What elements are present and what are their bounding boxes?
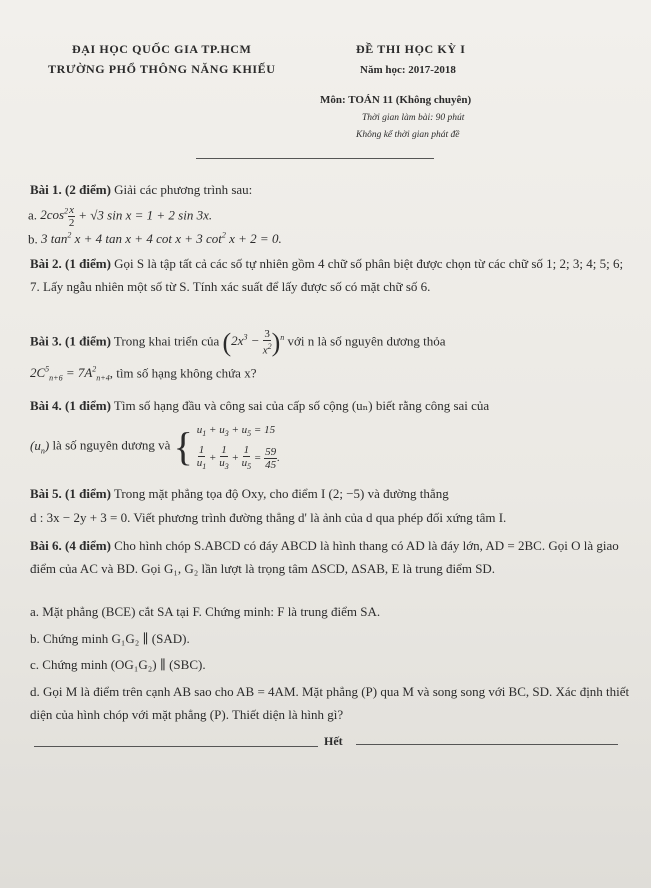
problem-1-label: Bài 1. [30,182,62,197]
problem-1 [30,178,252,201]
footer-line-right [356,744,618,745]
equation-system: { $u_1 + u_3 + u_5 = 15$ $\frac{1}{u_1}$ + $\frac{1}{u_3}$ + $\frac{1}{u_5}$ = $\frac{59}{45}$ . [173,423,280,472]
header-divider [196,158,434,159]
duration: Thời gian làm bài: 90 phút [362,113,465,123]
problem-6b: b. Chứng minh G₁G₂ ∥ (SAD). [30,631,190,646]
problem-4-cont: $(u_n)$ là số nguyên dương và { $u_1 + u_3 + u_5 = 15$ $\frac{1}{u_1}$ + $\frac{1}{u_3}$ + $\frac{1}{u_5}$ = $\frac{59}{45}$ . [30,420,280,473]
subject: Môn: TOÁN 11 (Không chuyên) [320,94,472,106]
school-year: Năm học: 2017-2018 [360,64,456,76]
problem-5: Bài 5. (1 điểm) Trong mặt phẳng tọa độ Oxy, cho điểm I (2; −5) và đường thẳng [30,486,449,501]
problem-1b: b. 3 $\tan^2 x + 4$ tan x + 4 cot x + 3 $\cot^2 x + 2 = 0$. [28,231,282,247]
problem-1-text: Giải các phương trình sau: [114,182,253,197]
footer-line-left [34,746,318,747]
problem-5-cont: d : 3x − 2y + 3 = 0. Viết phương trình đường thẳng d' là ảnh của d qua phép đối xứng tâm I. [30,510,507,525]
university-name: ĐẠI HỌC QUỐC GIA TP.HCM [72,42,252,56]
school-name: TRƯỜNG PHỔ THÔNG NĂNG KHIẾU [48,62,276,76]
duration-note: Không kể thời gian phát đề [356,130,460,140]
problem-3: Bài 3. (1 điểm) Trong khai triển của ($2x^3$ − $\frac{3}{x^2}$ )$^n$ với n là số nguyên dương thỏa [30,327,446,357]
problem-2: Bài 2. (1 điểm) Gọi S là tập tất cả các số tự nhiên gồm 4 chữ số phân biệt được chọn từ các chữ số 1; 2; 3; 4; 5; 6; 7. Lấy ngẫu nhiên một số từ S. Tính xác suất để lấy được số có mặt chữ số 6. [30,256,624,294]
problem-6: Bài 6. (4 điểm) Cho hình chóp S.ABCD có đáy ABCD là hình thang có AD là đáy lớn, AD = 2BC. Gọi O là giao điểm của AC và BD. Gọi G₁, G₂ lần lượt là trọng tâm ΔSCD, ΔSAB, E là trung điểm SD. [30,538,619,576]
problem-3-cont: $2C^5_{n+6} = 7A^2_{n+4}$, tìm số hạng không chứa x? [30,365,257,383]
exam-title: ĐỀ THI HỌC KỲ I [356,42,466,56]
problem-1a: a. $2\cos^2$ $\frac{x}{2}$ + √3 sin x = 1 + 2 sin 3x. [28,203,213,229]
problem-4: Bài 4. (1 điểm) Tìm số hạng đầu và công sai của cấp số cộng (uₙ) biết rằng công sai của [30,398,490,413]
problem-1-points: (2 điểm) [65,182,111,197]
end-marker: Hết [324,734,343,748]
problem-6d: d. Gọi M là điểm trên cạnh AB sao cho AB = 4AM. Mặt phẳng (P) qua M và song song với BC, SD. Xác định thiết diện của hình chóp với mặt phẳng (P). Thiết diện là hình gì? [30,684,630,722]
problem-6c: c. Chứng minh (OG₁G₂) ∥ (SBC). [30,657,206,672]
problem-6a: a. Mặt phẳng (BCE) cắt SA tại F. Chứng minh: F là trung điểm SA. [30,604,381,619]
